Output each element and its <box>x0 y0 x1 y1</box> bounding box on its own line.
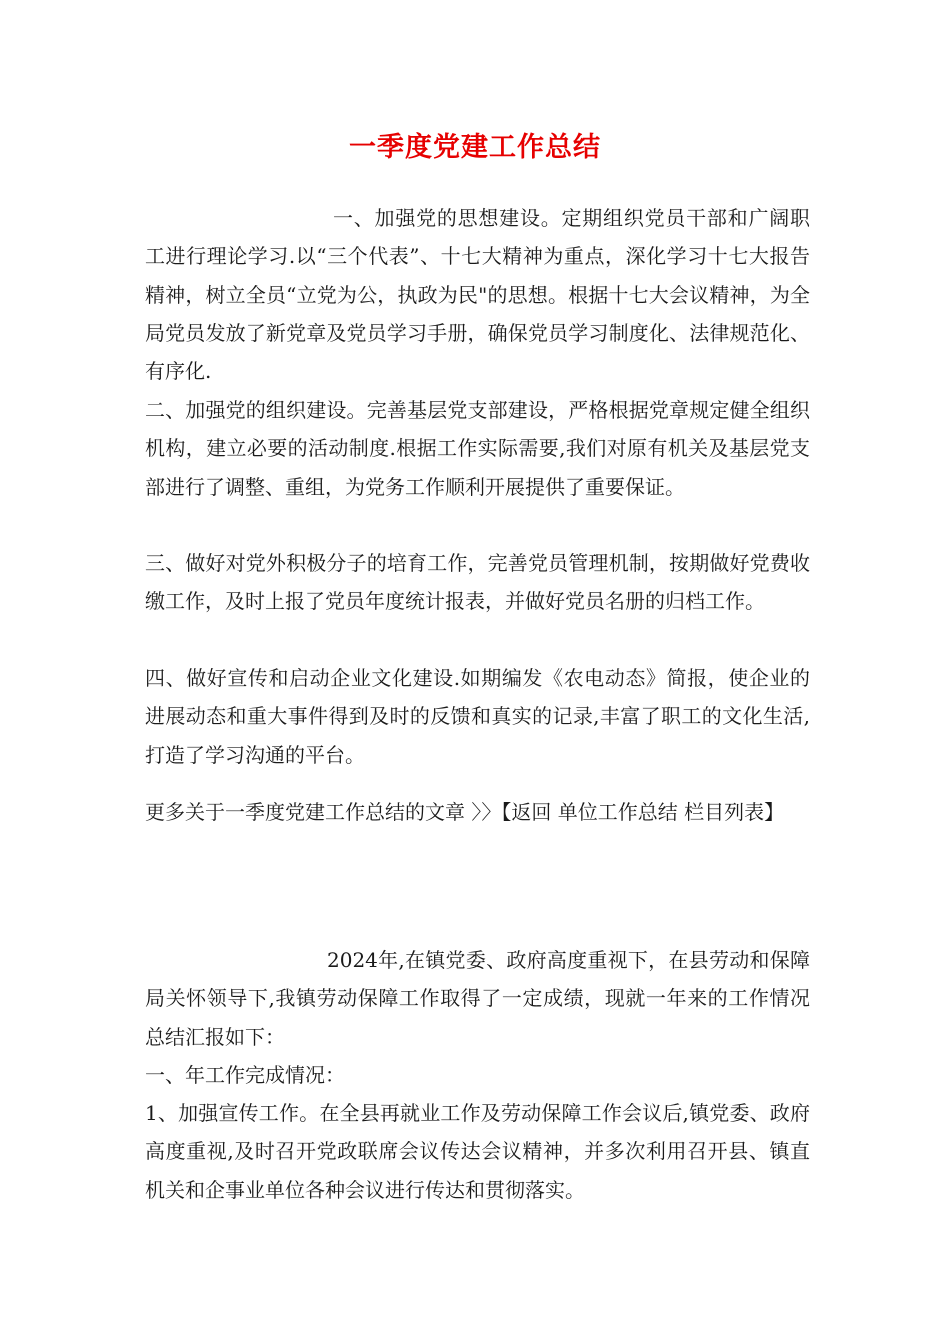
article1-paragraph-1: 一、加强党的思想建设。定期组织党员干部和广阔职工进行理论学习.以“三个代表”、十七大精神为重点，深化学习十七大报告精神，树立全员“立党为公，执政为民"的思想。根据十七大会议精神，为全局党员发放了新党章及党员学习手册，确保党员学习制度化、法律规范化、有序化. <box>145 206 810 384</box>
article1-paragraph-4: 四、做好宣传和启动企业文化建设.如期编发《农电动态》简报，使企业的进展动态和重大事件得到及时的反馈和真实的记录,丰富了职工的文化生活,打造了学习沟通的平台。 <box>145 666 810 767</box>
article2-paragraph-1: 2024年,在镇党委、政府高度重视下，在县劳动和保障局关怀领导下,我镇劳动保障工作取得了一定成绩，现就一年来的工作情况总结汇报如下： <box>145 948 810 1049</box>
article1-paragraph-2: 二、加强党的组织建设。完善基层党支部建设，严格根据党章规定健全组织机构，建立必要的活动制度.根据工作实际需要,我们对原有机关及基层党支部进行了调整、重组，为党务工作顺利开展提供了重要保证。 <box>145 398 810 499</box>
more-articles-link[interactable]: 更多关于一季度党建工作总结的文章 〉〉【返回 单位工作总结 栏目列表】 <box>145 800 785 824</box>
document-title: 一季度党建工作总结 <box>349 132 601 163</box>
article1-paragraph-3: 三、做好对党外积极分子的培育工作，完善党员管理机制，按期做好党费收缴工作，及时上报了党员年度统计报表，并做好党员名册的归档工作。 <box>145 551 810 614</box>
article2-paragraph-3: 1、加强宣传工作。在全县再就业工作及劳动保障工作会议后,镇党委、政府高度重视,及时召开党政联席会议传达会议精神，并多次利用召开县、镇直机关和企事业单位各种会议进行传达和贯彻落实。 <box>145 1101 810 1202</box>
article2-paragraph-2: 一、年工作完成情况： <box>145 1063 345 1087</box>
